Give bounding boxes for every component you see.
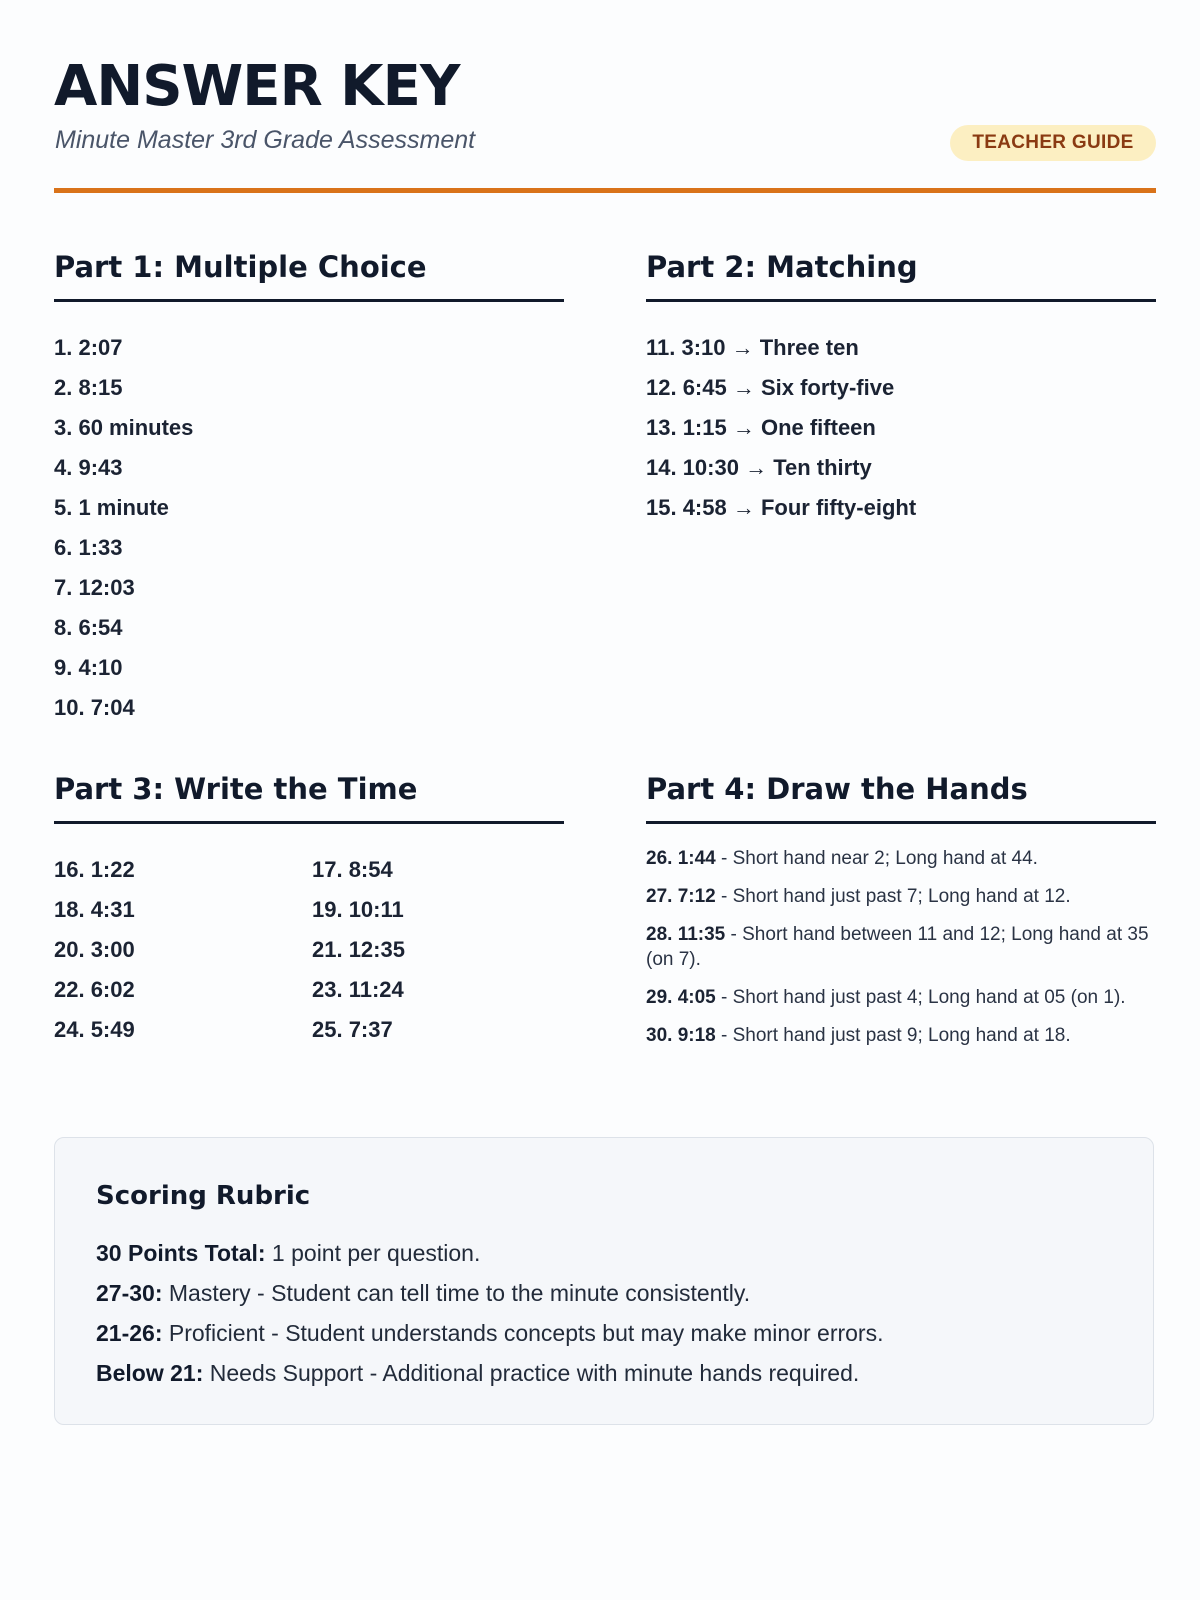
part1-answer-list	[54, 328, 564, 728]
list-item	[646, 846, 1156, 871]
scoring-rubric-box	[54, 1137, 1154, 1425]
answer-description: - Short hand just past 9; Long hand at 18.	[715, 1025, 1071, 1046]
rubric-label: 30 Points Total:	[96, 1240, 266, 1266]
rubric-text: Needs Support - Additional practice with minute hands required.	[203, 1360, 860, 1386]
list-item: 22. 6:02	[54, 977, 135, 1002]
list-item	[646, 1023, 1156, 1048]
list-item: 5. 1 minute	[54, 495, 169, 520]
list-item: 21. 12:35	[312, 937, 405, 962]
rubric-line	[96, 1313, 1116, 1353]
list-item: 2. 8:15	[54, 375, 123, 400]
part2-section	[646, 247, 1156, 528]
teacher-guide-badge: TEACHER GUIDE	[950, 125, 1156, 161]
part2-title: Part 2: Matching	[646, 247, 1156, 302]
list-item: 12. 6:45 → Six forty-five	[646, 375, 895, 400]
part1-title: Part 1: Multiple Choice	[54, 247, 564, 302]
list-item: 6. 1:33	[54, 535, 123, 560]
rubric-text: Proficient - Student understands concepts but may make minor errors.	[162, 1320, 884, 1346]
list-item: 16. 1:22	[54, 857, 135, 882]
list-item: 13. 1:15 → One fifteen	[646, 415, 876, 440]
rubric-label: Below 21:	[96, 1360, 204, 1386]
list-item: 19. 10:11	[312, 897, 404, 922]
part3-answer-grid	[54, 850, 564, 1050]
list-item: 23. 11:24	[312, 977, 404, 1002]
part1-section	[54, 247, 564, 728]
list-item: 10. 7:04	[54, 695, 135, 720]
rubric-line	[96, 1353, 1116, 1393]
answer-description: - Short hand just past 4; Long hand at 05 (on 1).	[715, 987, 1126, 1008]
answer-description: - Short hand just past 7; Long hand at 12.	[715, 886, 1071, 907]
rubric-label: 21-26:	[96, 1320, 163, 1346]
answer-label: 26. 1:44	[646, 848, 716, 869]
rubric-lines	[96, 1233, 1116, 1393]
rubric-text: Mastery - Student can tell time to the minute consistently.	[162, 1280, 751, 1306]
list-item: 24. 5:49	[54, 1017, 135, 1042]
part4-title: Part 4: Draw the Hands	[646, 769, 1156, 824]
list-item: 9. 4:10	[54, 655, 123, 680]
list-item: 11. 3:10 → Three ten	[646, 335, 859, 360]
answer-label: 29. 4:05	[646, 987, 716, 1008]
list-item	[646, 985, 1156, 1010]
page-title: ANSWER KEY	[54, 54, 460, 119]
part3-section	[54, 769, 564, 1050]
answer-description: - Short hand near 2; Long hand at 44.	[715, 848, 1038, 869]
answer-label: 27. 7:12	[646, 886, 716, 907]
list-item: 7. 12:03	[54, 575, 135, 600]
answer-description: - Short hand between 11 and 12; Long hand at 35 (on 7).	[646, 924, 1149, 970]
rubric-title: Scoring Rubric	[96, 1181, 311, 1211]
list-item: 1. 2:07	[54, 335, 123, 360]
list-item: 4. 9:43	[54, 455, 123, 480]
rubric-label: 27-30:	[96, 1280, 163, 1306]
answer-label: 28. 11:35	[646, 924, 726, 945]
part2-answer-list	[646, 328, 1156, 528]
rubric-line	[96, 1233, 1116, 1273]
part4-section	[646, 769, 1156, 1061]
answer-label: 30. 9:18	[646, 1025, 716, 1046]
header-divider	[54, 188, 1156, 193]
list-item: 20. 3:00	[54, 937, 135, 962]
list-item	[646, 884, 1156, 909]
part4-answer-list	[646, 846, 1156, 1048]
list-item: 14. 10:30 → Ten thirty	[646, 455, 872, 480]
list-item: 25. 7:37	[312, 1017, 393, 1042]
page-subtitle: Minute Master 3rd Grade Assessment	[55, 126, 476, 154]
list-item	[646, 922, 1156, 972]
rubric-line	[96, 1273, 1116, 1313]
list-item: 15. 4:58 → Four fifty-eight	[646, 495, 917, 520]
list-item: 8. 6:54	[54, 615, 123, 640]
list-item: 18. 4:31	[54, 897, 135, 922]
list-item: 3. 60 minutes	[54, 415, 194, 440]
part3-title: Part 3: Write the Time	[54, 769, 564, 824]
rubric-text: 1 point per question.	[265, 1240, 481, 1266]
list-item: 17. 8:54	[312, 857, 393, 882]
